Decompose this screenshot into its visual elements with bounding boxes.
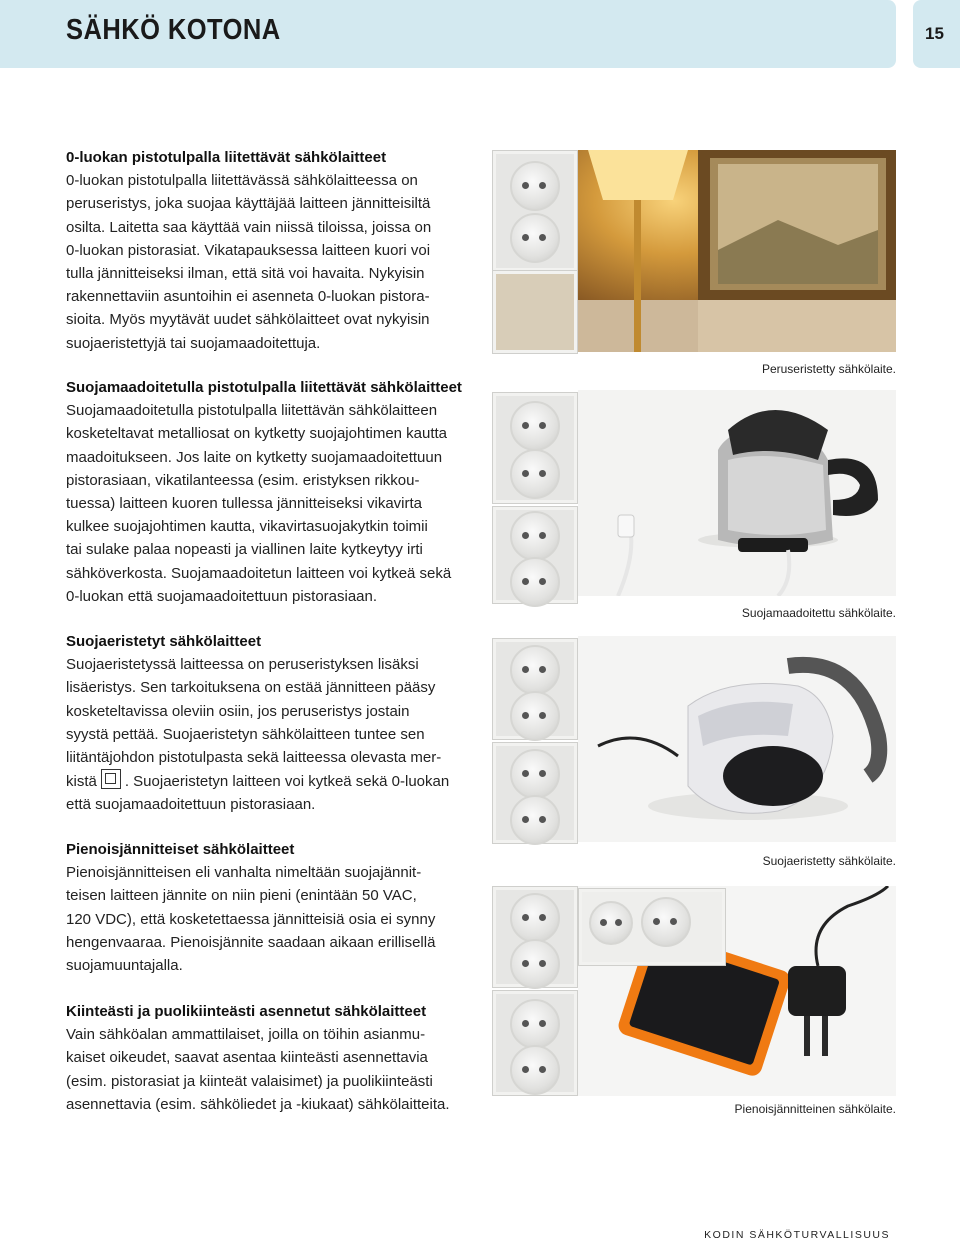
paragraph-line: Suojamaadoitetulla pistotulpalla liitettävän sähkölaitteen — [66, 402, 438, 420]
paragraph-line: tuessa) laitteen kuoren tullessa jännitteiseksi vikavirta — [66, 495, 423, 513]
paragraph-line: että suojamaadoitettuun pistorasiaan. — [66, 796, 316, 814]
section-heading: Suojamaadoitetulla pistotulpalla liitettävät sähkölaitteet — [66, 379, 462, 396]
socket — [510, 939, 560, 989]
socket — [510, 999, 560, 1049]
socket — [589, 901, 633, 945]
socket — [510, 161, 560, 211]
outlet-insulated — [492, 638, 578, 740]
caption-earthed: Suojamaadoitettu sähkölaite. — [741, 606, 896, 620]
paragraph-line: kulkee suojajohtimen kautta, vikavirtasuojakytkin toimii — [66, 518, 428, 536]
vacuum-photo — [578, 636, 896, 842]
section-heading: Kiinteästi ja puolikiinteästi asennetut sähkölaitteet — [66, 1003, 427, 1020]
page-title: SÄHKÖ KOTONA — [66, 14, 281, 46]
footer-text: KODIN SÄHKÖTURVALLISUUS — [704, 1229, 890, 1241]
paragraph-line: liitäntäjohdon pistotulpasta sekä laitteessa olevasta mer- — [66, 749, 442, 767]
socket — [641, 897, 691, 947]
socket — [510, 893, 560, 943]
socket — [510, 795, 560, 845]
paragraph-line: peruseristys, joka suojaa käyttäjää laitteen jännitteisiltä — [66, 195, 431, 213]
caption-low-voltage: Pienoisjännitteinen sähkölaite. — [734, 1102, 896, 1116]
paragraph-line: 0-luokan pistorasiat. Vikatapauksessa laitteen kuori voi — [66, 241, 431, 259]
paragraph-line: 120 VDC), että kosketettaessa jännitteisiä osia ei synny — [66, 910, 436, 928]
paragraph-line: 0-luokan pistotulpalla liitettävässä sähkölaitteessa on — [66, 172, 418, 190]
paragraph-line: sähköverkosta. Suojamaadoitetun laitteen voi kytkeä sekä — [66, 564, 452, 582]
socket — [510, 1045, 560, 1095]
socket — [510, 511, 560, 561]
paragraph-line: asennettavia (esim. sähköliedet ja -kiukaat) sähkölaitteita. — [66, 1095, 450, 1113]
socket — [510, 557, 560, 607]
paragraph-line: Vain sähköalan ammattilaiset, joilla on töihin asianmu- — [66, 1026, 426, 1044]
paragraph-line: tai sulake palaa nopeasti ja viallinen laite kytkeytyy irti — [66, 541, 423, 559]
paragraph-line: lisäeristys. Sen tarkoituksena on estää jännitteen pääsy — [66, 679, 436, 697]
header-bar — [0, 0, 896, 68]
socket — [510, 691, 560, 741]
symbol-line-end: . Suojaeristetyn laitteen voi kytkeä sekä 0-luokan — [124, 773, 450, 791]
paragraph-line: syystä pettää. Suojaeristetyn sähkölaitteen tuntee sen — [66, 725, 425, 743]
outlet-earthed-2 — [492, 506, 578, 604]
paragraph-line: suojaeristettyjä tai suojamaadoitettuja. — [66, 334, 321, 352]
caption-insulated: Suojaeristetty sähkölaite. — [762, 854, 896, 868]
outlet-0-class — [492, 150, 578, 272]
paragraph-line: Suojaeristetyssä laitteessa on peruseristyksen lisäksi — [66, 656, 419, 674]
paragraph-line: (esim. pistorasiat ja kiinteät valaisimet) ja puolikiinteästi — [66, 1072, 433, 1090]
outlet-insulated-2 — [492, 742, 578, 844]
kettle-illustration — [578, 390, 896, 596]
outlet-low-voltage — [492, 886, 578, 988]
outlet-low-voltage-2 — [492, 990, 578, 1096]
paragraph-line: maadoitukseen. Jos laite on kytketty suojamaadoitettuun — [66, 448, 443, 466]
section-low-voltage — [66, 838, 486, 977]
kettle-photo — [578, 390, 896, 596]
paragraph-line: kosketeltavat metalliosat on kytketty suojajohtimen kautta — [66, 425, 448, 443]
section-insulated — [66, 630, 486, 817]
section-earthed — [66, 376, 486, 608]
socket — [510, 213, 560, 263]
section-class-0 — [66, 146, 486, 355]
lamp-photo — [578, 150, 896, 352]
paragraph-line: sioita. Myös myytävät uudet sähkölaitteet ovat nykyisin — [66, 311, 430, 329]
section-heading: 0-luokan pistotulpalla liitettävät sähkölaitteet — [66, 149, 387, 166]
section-fixed-install — [66, 1000, 486, 1116]
section-heading: Pienoisjännitteiset sähkölaitteet — [66, 841, 295, 858]
vacuum-illustration — [578, 636, 896, 842]
symbol-line-start: kistä — [66, 773, 97, 791]
paragraph-line: tulla jännitteiseksi ilman, että sitä voi havaita. Nykyisin — [66, 265, 425, 283]
socket — [510, 449, 560, 499]
caption-basic: Peruseristetty sähkölaite. — [761, 362, 896, 376]
paragraph-line: kaiset oikeudet, saavat asentaa kiinteästi asennettavia — [66, 1049, 428, 1067]
shaver-outlet — [578, 888, 726, 966]
paragraph-line: Pienoisjännitteisen eli vanhalta nimeltään suojajännit- — [66, 864, 422, 882]
paragraph-line — [66, 769, 486, 793]
section-heading: Suojaeristetyt sähkölaitteet — [66, 633, 262, 650]
paragraph-line: 0-luokan että suojamaadoitettuun pistorasiaan. — [66, 587, 378, 605]
page-number-box — [913, 0, 960, 68]
socket — [510, 401, 560, 451]
paragraph-line: osilta. Laitetta saa käyttää vain niissä tiloissa, joissa on — [66, 218, 432, 236]
socket — [510, 749, 560, 799]
outlet-0-class-lower — [492, 270, 578, 354]
paragraph-line: hengenvaaraa. Pienoisjännite saadaan aikaan erillisellä — [66, 933, 436, 951]
paragraph-line: kosketeltavissa oleviin osiin, jos peruseristys jostain — [66, 702, 410, 720]
paragraph-line: pistorasiaan, vikatilanteessa (esim. eristyksen rikkou- — [66, 471, 420, 489]
socket — [510, 645, 560, 695]
paragraph-line: rakennettaviin asuntoihin ei asenneta 0-luokan pistora- — [66, 288, 430, 306]
outlet-earthed — [492, 392, 578, 504]
paragraph-line: teisen laitteen jännite on niin pieni (enintään 50 VAC, — [66, 887, 417, 905]
lamp-illustration — [578, 150, 896, 352]
double-insulation-symbol-icon — [101, 769, 121, 789]
paragraph-line: suojamuuntajalla. — [66, 957, 183, 975]
page-number: 15 — [925, 24, 944, 43]
